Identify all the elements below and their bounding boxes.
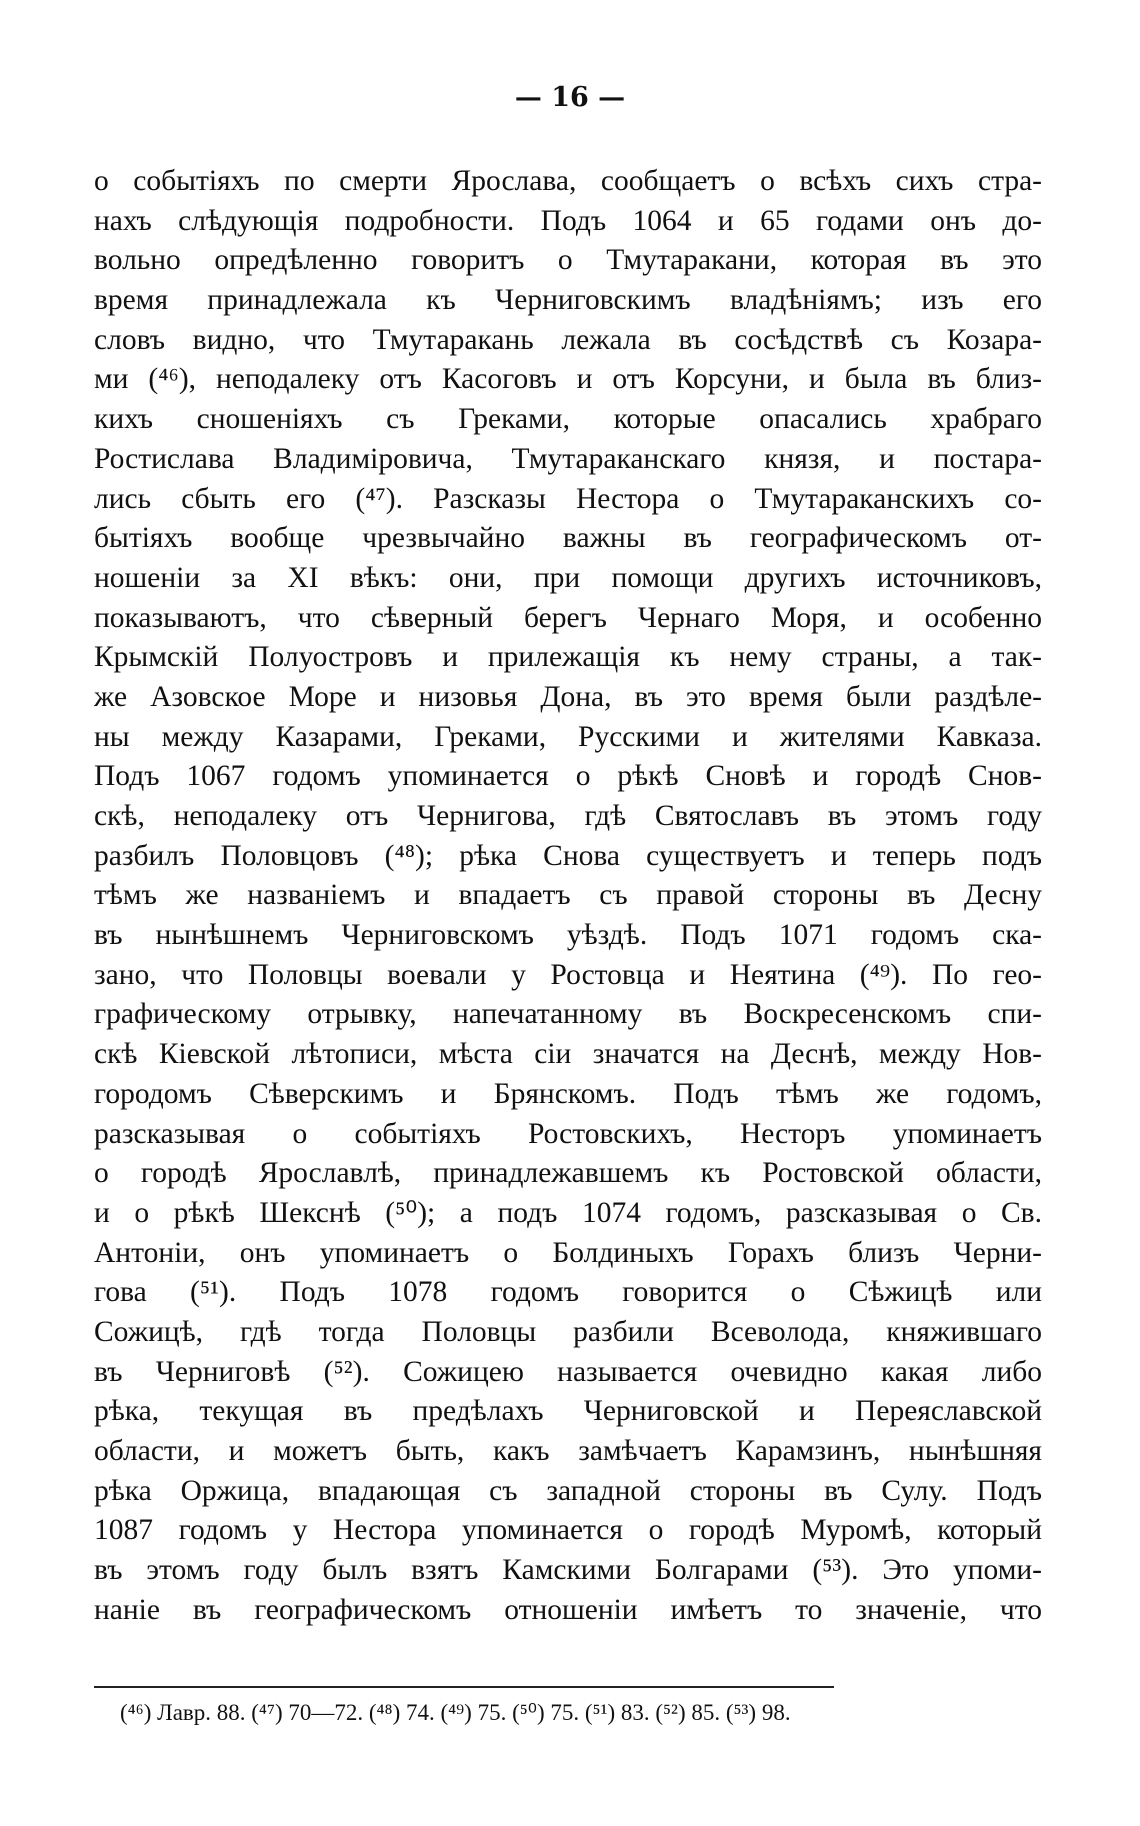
text-line: лись сбыть его (⁴⁷). Разсказы Нестора о Тмутараканскихъ со- — [94, 482, 1042, 515]
text-line: разбилъ Половцовъ (⁴⁸); рѣка Снова существуетъ и теперь подъ — [94, 839, 1042, 872]
page-number: — 16 — — [514, 82, 626, 113]
text-line: нахъ слѣдующiя подробности. Подъ 1064 и 65 годами онъ до- — [94, 204, 1042, 237]
body-text — [94, 162, 1042, 1630]
text-line: разсказывая о событiяхъ Ростовскихъ, Несторъ упоминаетъ — [94, 1117, 1042, 1150]
text-line: ношенiи за XI вѣкъ: они, при помощи другихъ источниковъ, — [94, 561, 1042, 594]
text-line: Подъ 1067 годомъ упоминается о рѣкѣ Сновѣ и городѣ Снов- — [94, 760, 1042, 793]
text-line: области, и можетъ быть, какъ замѣчаетъ Карамзинъ, нынѣшняя — [94, 1435, 1042, 1467]
text-line: показываютъ, что сѣверный берегъ Чернаго Моря, и особенно — [94, 601, 1042, 634]
text-line: ми (⁴⁶), неподалеку отъ Касоговъ и отъ Корсуни, и была въ близ- — [94, 363, 1042, 396]
text-line: о городѣ Ярославлѣ, принадлежавшемъ къ Ростовской области, — [94, 1157, 1042, 1190]
text-line: Антонiи, онъ упоминаетъ о Болдиныхъ Горахъ близъ Черни- — [94, 1236, 1042, 1269]
text-line: словъ видно, что Тмутаракань лежала въ сосѣдствѣ съ Козара- — [94, 323, 1042, 356]
text-line: зано, что Половцы воевали у Ростовца и Неятина (⁴⁹). По гео- — [94, 958, 1042, 991]
text-line: Ростислава Владимiровича, Тмутараканскаго князя, и постара- — [94, 442, 1042, 475]
text-line: городомъ Сѣверскимъ и Брянскомъ. Подъ тѣмъ же годомъ, — [94, 1077, 1042, 1110]
text-line: Сожицѣ, гдѣ тогда Половцы разбили Всеволода, княжившаго — [94, 1315, 1042, 1348]
text-line: въ этомъ году былъ взятъ Камскими Болгарами (⁵³). Это упоми- — [94, 1554, 1042, 1587]
text-line: въ Черниговѣ (⁵²). Сожицею называется очевидно какая либо — [94, 1355, 1042, 1388]
text-line: время принадлежала къ Черниговскимъ владѣнiямъ; изъ его — [94, 284, 1042, 317]
text-line: бытiяхъ вообще чрезвычайно важны въ географическомъ от- — [94, 522, 1042, 555]
text-line: и о рѣкѣ Шекснѣ (⁵⁰); а подъ 1074 годомъ, разсказывая о Св. — [94, 1196, 1042, 1229]
text-line: скѣ Кiевской лѣтописи, мѣста сiи значатся на Деснѣ, между Нов- — [94, 1038, 1042, 1071]
text-line: скѣ, неподалеку отъ Чернигова, гдѣ Святославъ въ этомъ году — [94, 800, 1042, 832]
footnote-separator — [94, 1686, 834, 1688]
text-line: рѣка Оржица, впадающая съ западной стороны въ Сулу. Подъ — [94, 1474, 1042, 1507]
text-line: Крымскiй Полуостровъ и прилежащiя къ нему страны, а так- — [94, 641, 1042, 674]
text-line: въ нынѣшнемъ Черниговскомъ уѣздѣ. Подъ 1071 годомъ ска- — [94, 919, 1042, 952]
text-line: гова (⁵¹). Подъ 1078 годомъ говорится о Сѣжицѣ или — [94, 1276, 1042, 1309]
text-line: 1087 годомъ у Нестора упоминается о городѣ Муромѣ, который — [94, 1514, 1042, 1547]
footnotes: (⁴⁶) Лавр. 88. (⁴⁷) 70—72. (⁴⁸) 74. (⁴⁹) 75. (⁵⁰) 75. (⁵¹) 83. (⁵²) 85. (⁵³) 98. — [120, 1700, 791, 1725]
text-line: тѣмъ же названiемъ и впадаетъ съ правой стороны въ Десну — [94, 879, 1042, 912]
text-line: же Азовское Море и низовья Дона, въ это время были раздѣле- — [94, 680, 1042, 713]
text-line: кихъ сношенiяхъ съ Греками, которые опасались храбраго — [94, 403, 1042, 436]
text-line: о событiяхъ по смерти Ярослава, сообщаетъ о всѣхъ сихъ стра- — [94, 165, 1042, 197]
text-line: рѣка, текущая въ предѣлахъ Черниговской и Переяславской — [94, 1395, 1042, 1428]
text-line: графическому отрывку, напечатанному въ Воскресенскомъ спи- — [94, 998, 1042, 1031]
text-line: нанiе въ географическомъ отношенiи имѣетъ то значенiе, что — [94, 1593, 1042, 1626]
text-line: ны между Казарами, Греками, Русскими и жителями Кавказа. — [94, 720, 1042, 753]
text-line: вольно опредѣленно говоритъ о Тмутаракани, которая въ это — [94, 244, 1042, 277]
